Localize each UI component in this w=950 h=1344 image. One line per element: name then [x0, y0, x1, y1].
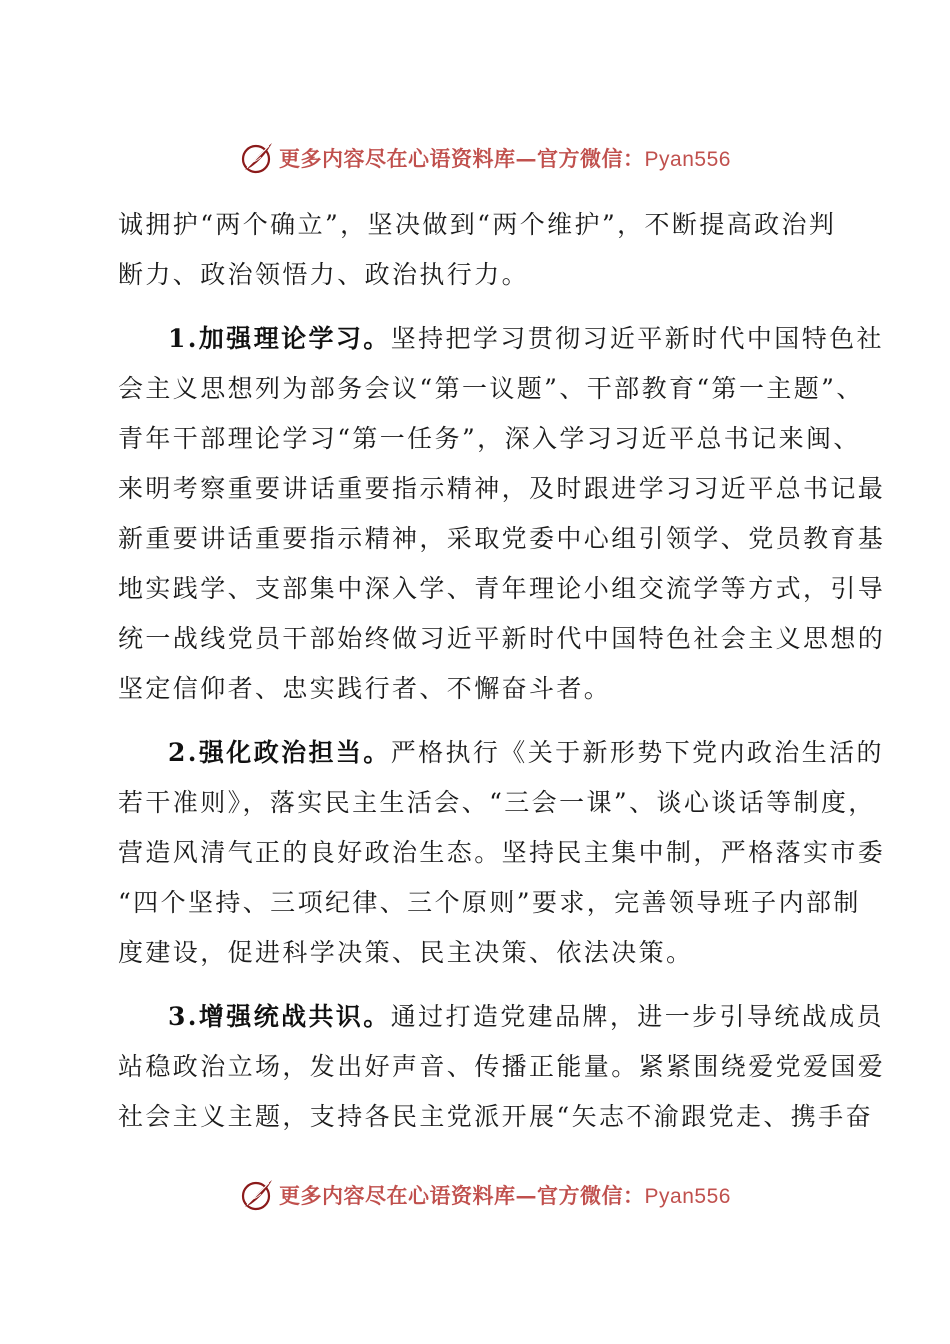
- feather-pen-logo-icon: [239, 140, 275, 176]
- text-line: 来明考察重要讲话重要指示精神，及时跟进学习习近平总书记最: [118, 474, 886, 503]
- paragraph: [118, 200, 837, 300]
- text-line: 3.增强统战共识。通过打造党建品牌，进一步引导统战成员: [168, 1002, 884, 1031]
- feather-pen-logo-icon: [239, 1177, 275, 1213]
- text-line: 断力、政治领悟力、政治执行力。: [118, 260, 530, 289]
- text-line: 营造风清气正的良好政治生态。坚持民主集中制，严格落实市委: [118, 838, 886, 867]
- text-line: 2.强化政治担当。严格执行《关于新形势下党内政治生活的: [168, 738, 884, 767]
- text-line: 1.加强理论学习。坚持把学习贯彻习近平新时代中国特色社: [168, 324, 884, 353]
- text-line: 青年干部理论学习“第一任务”，深入学习习近平总书记来闽、: [118, 424, 861, 453]
- paragraph-section-3: [118, 992, 886, 1142]
- section-heading: 1.加强理论学习。: [168, 324, 391, 353]
- watermark-text: 更多内容尽在心语资料库—官方微信：Pyan556: [279, 146, 731, 171]
- watermark-text: 更多内容尽在心语资料库—官方微信：Pyan556: [279, 1183, 731, 1208]
- text-line: 若干准则》，落实民主生活会、“三会一课”、谈心谈话等制度，: [118, 788, 876, 817]
- section-heading: 3.增强统战共识。: [168, 1002, 391, 1031]
- paragraph-section-2: [118, 728, 886, 978]
- document-body: [118, 200, 886, 1142]
- header-watermark-banner: [0, 138, 950, 178]
- footer-watermark-banner: [0, 1175, 950, 1215]
- text-line: 新重要讲话重要指示精神，采取党委中心组引领学、党员教育基: [118, 524, 886, 553]
- text-line: 社会主义主题，支持各民主党派开展“矢志不渝跟党走、携手奋: [118, 1102, 873, 1131]
- text-line: “四个坚持、三项纪律、三个原则”要求，完善领导班子内部制: [118, 888, 861, 917]
- paragraph-section-1: [118, 314, 886, 714]
- text-line: 站稳政治立场，发出好声音、传播正能量。紧紧围绕爱党爱国爱: [118, 1052, 886, 1081]
- text-line: 度建设，促进科学决策、民主决策、依法决策。: [118, 938, 694, 967]
- text-line: 坚定信仰者、忠实践行者、不懈奋斗者。: [118, 674, 612, 703]
- text-line: 诚拥护“两个确立”，坚决做到“两个维护”，不断提高政治判: [118, 210, 837, 239]
- section-heading: 2.强化政治担当。: [168, 738, 391, 767]
- text-line: 统一战线党员干部始终做习近平新时代中国特色社会主义思想的: [118, 624, 886, 653]
- text-line: 会主义思想列为部务会议“第一议题”、干部教育“第一主题”、: [118, 374, 864, 403]
- text-line: 地实践学、支部集中深入学、青年理论小组交流学等方式，引导: [118, 574, 886, 603]
